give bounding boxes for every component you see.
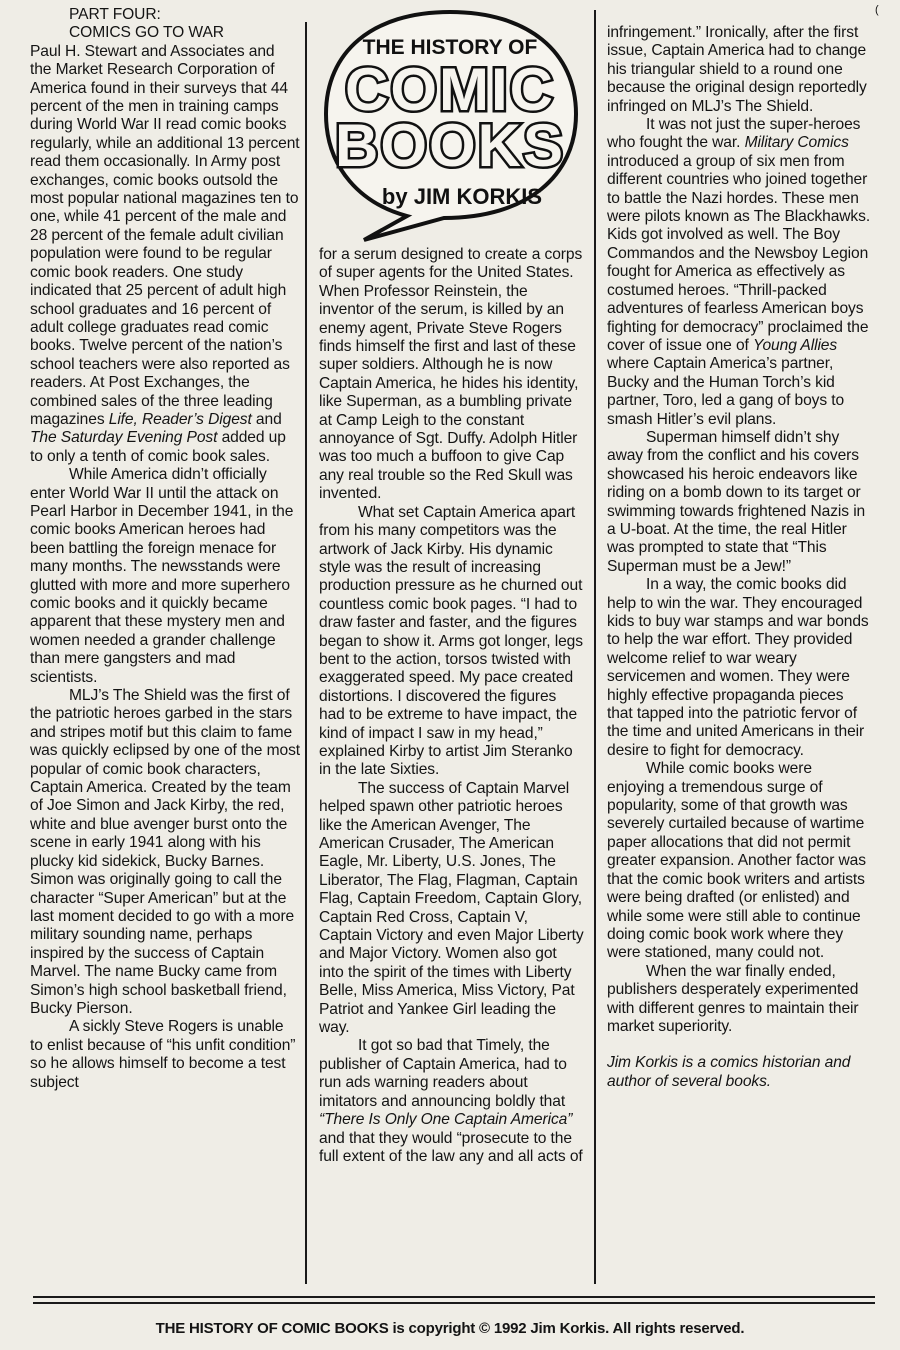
section-heading: PART FOUR: (69, 6, 161, 23)
paragraph: It was not just the super-heroes who fought the war. Military Comics introduced a group of six men from different countries who joined together to battle the Nazi hordes. These men were pilots known as The Blackhawks. Kids got involved as well. The Boy Commandos and the Newsboy Legion fought for America as effectively as costumed heroes. “Thrill-packed adventures of fearless American boys fighting for democracy” proclaimed the cover of issue one of Young Allies where Captain America’s partner, Bucky and the Human Torch’s kid partner, Toro, led a gang of boys to smash Hitler’s evil plans. (607, 116, 871, 428)
page-edge-mark: ( (875, 4, 879, 16)
logo-line-comic: COMIC (345, 56, 555, 123)
paragraph: for a serum designed to create a corps of super agents for the United States. When Professor Reinstein, the inventor of the serum, is killed by an enemy agent, Private Steve Rogers finds himself the first and last of these super soldiers. Although he is now Captain America, he hides his identity, like Superman, as a bumbling private at Camp Leigh to the constant annoyance of Sgt. Duffy. Adolph Hitler was too much a buffoon to give Cap any real trouble so the Red Skull was invented. (319, 246, 583, 503)
article-column-1 (30, 6, 300, 1092)
section-subheading: COMICS GO TO WAR (69, 24, 224, 42)
copyright-footer: THE HISTORY OF COMIC BOOKS is copyright © 1992 Jim Korkis. All rights reserved. (155, 1320, 745, 1337)
paragraph: When the war finally ended, publishers desperately experimented with different genres to maintain their market superiority. (607, 962, 859, 1035)
article-column-2 (319, 246, 585, 1166)
column-divider (305, 22, 307, 1284)
paragraph: MLJ’s The Shield was the first of the patriotic heroes garbed in the stars and stripes motif but this claim to fame was quickly eclipsed by one of the most popular of comic book characters, Captain America. Created by the team of Joe Simon and Jack Kirby, the red, white and blue avenger burst onto the scene in early 1941 along with his plucky kid sidekick, Bucky Barnes. Simon was originally going to call the character “Super American” but at the last moment decided to go with a more military sounding name, perhaps inspired by the success of Captain Marvel. The name Bucky came from Simon’s high school basketball friend, Bucky Pierson. (30, 687, 300, 1017)
logo-line-books: BOOKS (334, 112, 566, 179)
column-divider (594, 10, 596, 1284)
logo-line-history: THE HISTORY OF (362, 36, 538, 59)
paragraph: infringement.” Ironically, after the first issue, Captain America had to change his triangular shield to a round one because the original design reportedly infringed on MLJ’s The Shield. (607, 24, 867, 115)
article-column-3 (607, 24, 872, 1091)
paragraph: What set Captain America apart from his many competitors was the artwork of Jack Kirby. His dynamic style was the result of increasing production pressure as he churned out countless comic book pages. “I had to draw faster and faster, and the figures began to show it. Arms got longer, legs bent to the action, torsos twisted with exaggerated speed. My pace created distortions. I discovered the figures had to be extreme to have impact, the kind of impact I saw in my head,” explained Kirby to artist Jim Steranko in the late Sixties. (319, 503, 583, 779)
paragraph: In a way, the comic books did help to win the war. They encouraged kids to buy war stamps and war bonds to help the war effort. They provided welcome relief to war weary servicemen and women. They were highly effective propaganda pieces that tapped into the patriotic fervor of the time and united Americans in their desire to fight for democracy. (607, 576, 869, 759)
paragraph: While America didn’t officially enter World War II until the attack on Pearl Harbor in December 1941, in the comic books American heroes had been battling the foreign menace for many months. The newsstands were glutted with more and more superhero comic books and it quickly became apparent that these mystery men and women needed a grander challenge than mere gangsters and mad scientists. (30, 466, 294, 686)
footer-rule (33, 1296, 875, 1298)
paragraph: It got so bad that Timely, the publisher of Captain America, had to run ads warning readers about imitators and announcing boldly that “There Is Only One Captain America” and that they would “prosecute to the full extent of the law any and all acts of (319, 1037, 583, 1165)
paragraph: While comic books were enjoying a tremendous surge of popularity, some of that growth was severely curtailed because of wartime paper allocations that did not permit greater expansion. Another factor was that the comic book writers and artists were being drafted (or enlisted) and while some were still able to continue doing comic book work where they were stationed, many could not. (607, 760, 866, 962)
history-of-comic-books-logo (312, 4, 588, 244)
footer-rule (33, 1302, 875, 1304)
paragraph: Superman himself didn’t shy away from the conflict and his covers showcased his heroic endeavors like riding on a bomb down to its target or swimming towards frightened Nazis in a U-boat. At the time, the real Hitler was prompted to state that “This Superman must be a Jew!” (607, 428, 866, 575)
paragraph: Paul H. Stewart and Associates and the Market Research Corporation of America found in their surveys that 44 percent of the men in training camps during World War II read comic books regularly, while an additional 13 percent read them occasionally. In Army post exchanges, comic books outsold the most popular national magazines ten to one, while 41 percent of the male and 28 percent of the female adult civilian population were found to be regular comic book readers. One study indicated that 25 percent of adult high school graduates and 16 percent of adult college graduates read comic books. Twelve percent of the nation’s school teachers were also reported as readers. At Post Exchanges, the combined sales of the three leading magazines Life, Reader’s Digest and The Saturday Evening Post added up to only a tenth of comic book sales. (30, 42, 300, 465)
logo-byline: by JIM KORKIS (381, 184, 543, 209)
paragraph: The success of Captain Marvel helped spawn other patriotic heroes like the American Avenger, The American Crusader, The American Eagle, Mr. Liberty, U.S. Jones, The Liberator, The Flag, Flagman, Captain Flag, Captain Freedom, Captain Glory, Captain Red Cross, Captain V, Captain Victory and even Major Liberty and Major Victory. Women also got into the spirit of the times with Liberty Belle, Miss America, Miss Victory, Pat Patriot and Yankee Girl leading the way. (319, 779, 584, 1037)
paragraph: A sickly Steve Rogers is unable to enlist because of “his unfit condition” so he allows himself to become a test subject (30, 1018, 296, 1091)
author-bio: Jim Korkis is a comics historian and author of several books. (607, 1054, 851, 1090)
